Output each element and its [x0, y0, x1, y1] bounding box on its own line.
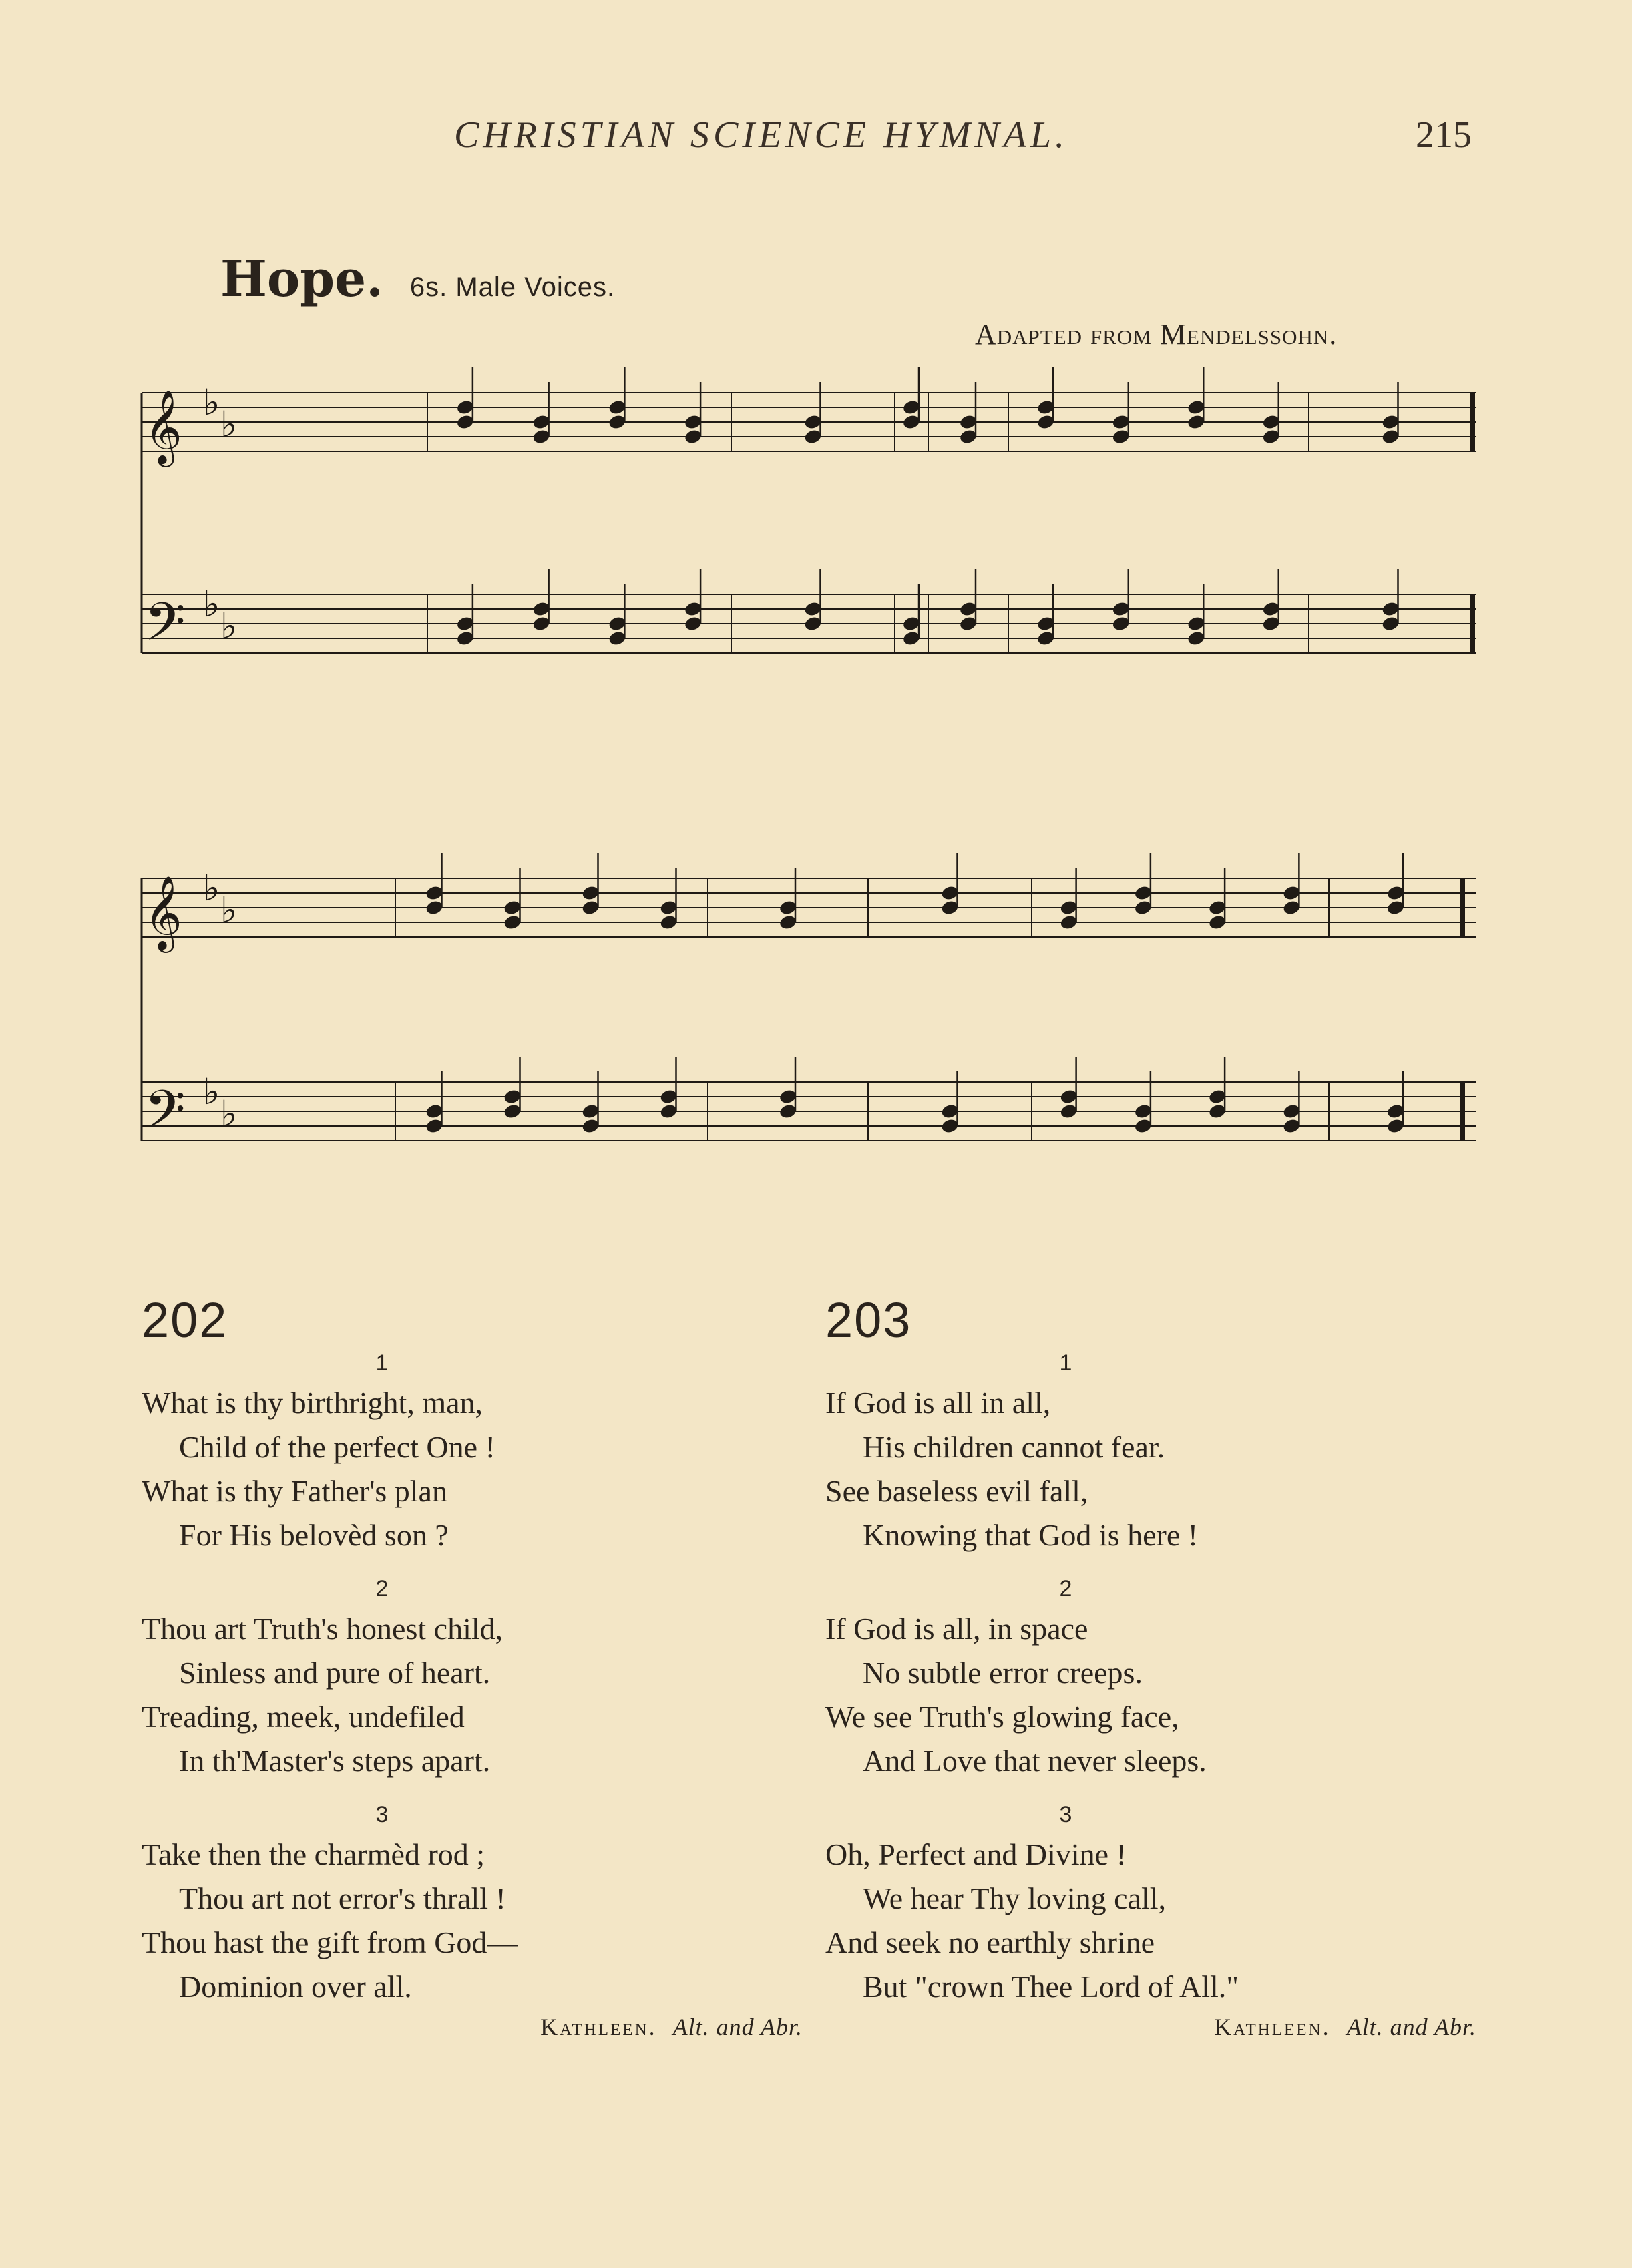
composer-credit: Adapted from Mendelssohn. — [975, 318, 1338, 351]
hymn-202 — [142, 1292, 809, 2041]
attribution-note: Alt. and Abr. — [1346, 2014, 1476, 2040]
hymn-number: 202 — [142, 1292, 228, 1348]
verse-line: If God is all in all, — [825, 1386, 1051, 1420]
tune-meter: 6s. Male Voices. — [409, 272, 616, 302]
stanza — [825, 1345, 1493, 1557]
verse-line: Sinless and pure of heart. — [179, 1656, 491, 1690]
bass-clef-icon: 𝄢 — [144, 1079, 186, 1153]
running-title: CHRISTIAN SCIENCE HYMNAL. — [454, 114, 1069, 156]
verse-line: Dominion over all. — [179, 1969, 412, 2004]
stanza-number: 2 — [375, 1576, 389, 1601]
verse-line: Oh, Perfect and Divine ! — [825, 1837, 1127, 1871]
verse-line: Thou art Truth's honest child, — [142, 1612, 503, 1646]
verse-line: And Love that never sleeps. — [863, 1744, 1207, 1778]
verse-line: What is thy Father's plan — [142, 1474, 447, 1508]
stanza-number: 2 — [1059, 1576, 1072, 1601]
stanza — [825, 1571, 1493, 1783]
stanza-number: 1 — [1059, 1350, 1072, 1376]
verse-line: Knowing that God is here ! — [863, 1518, 1199, 1552]
hymn-number: 203 — [825, 1292, 912, 1348]
verse-line: His children cannot fear. — [863, 1430, 1165, 1464]
attribution-author: Kathleen. — [540, 2014, 657, 2040]
bass-clef-icon: 𝄢 — [144, 591, 186, 666]
attribution-author: Kathleen. — [1214, 2014, 1331, 2040]
verse-line: Thou art not error's thrall ! — [179, 1881, 506, 1915]
stanza — [142, 1571, 809, 1783]
verse-line: Child of the perfect One ! — [179, 1430, 495, 1464]
flat-icon: ♭ — [220, 403, 238, 445]
flat-icon: ♭ — [220, 1093, 238, 1135]
treble-clef-icon: 𝄞 — [144, 875, 182, 950]
stanza-number: 1 — [375, 1350, 389, 1376]
tune-name: Hope. — [220, 250, 383, 308]
verse-line: See baseless evil fall, — [825, 1474, 1088, 1508]
stanza-number: 3 — [1059, 1802, 1072, 1827]
flat-icon: ♭ — [220, 605, 238, 647]
stanza — [825, 1797, 1493, 2009]
flat-icon: ♭ — [203, 381, 220, 423]
attribution — [825, 2013, 1476, 2041]
attribution — [142, 2013, 803, 2041]
page-number: 215 — [1416, 114, 1472, 156]
flat-icon: ♭ — [220, 889, 238, 931]
verse-line: Treading, meek, undefiled — [142, 1700, 465, 1734]
verse-line: We hear Thy loving call, — [863, 1881, 1167, 1915]
verse-line: But "crown Thee Lord of All." — [863, 1969, 1239, 2004]
stanza — [142, 1797, 809, 2009]
verse-line: And seek no earthly shrine — [825, 1925, 1155, 1959]
stanza — [142, 1345, 809, 1557]
treble-clef-icon: 𝄞 — [144, 389, 182, 464]
hymn-203 — [825, 1292, 1493, 2041]
flat-icon: ♭ — [203, 1071, 220, 1113]
stanza-number: 3 — [375, 1802, 389, 1827]
attribution-note: Alt. and Abr. — [672, 2014, 803, 2040]
verse-line: For His belovèd son ? — [179, 1518, 449, 1552]
verse-line: In th'Master's steps apart. — [179, 1744, 491, 1778]
verse-line: Thou hast the gift from God— — [142, 1925, 518, 1959]
flat-icon: ♭ — [203, 867, 220, 909]
verse-line: No subtle error creeps. — [863, 1656, 1143, 1690]
verse-line: If God is all, in space — [825, 1612, 1088, 1646]
verse-line: Take then the charmèd rod ; — [142, 1837, 485, 1871]
verse-line: We see Truth's glowing face, — [825, 1700, 1179, 1734]
verse-line: What is thy birthright, man, — [142, 1386, 483, 1420]
flat-icon: ♭ — [203, 583, 220, 625]
